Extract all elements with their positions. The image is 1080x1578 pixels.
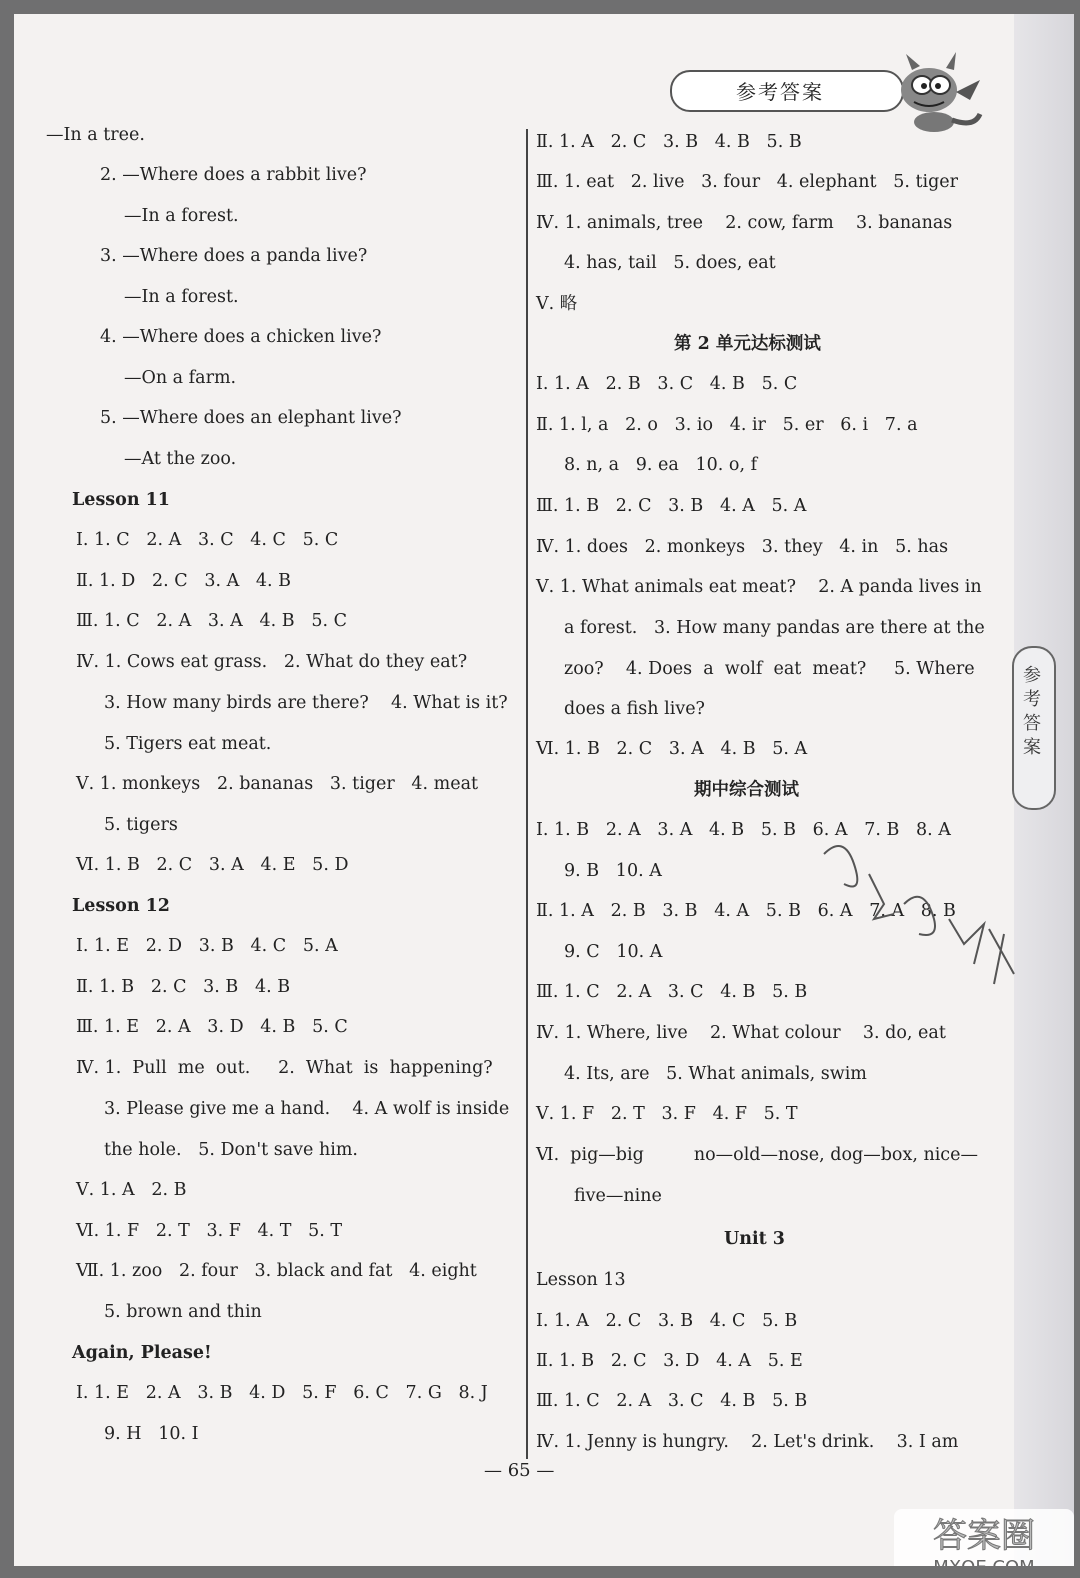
left_column-line: Ⅲ. 1. C 2. A 3. A 4. B 5. C	[76, 611, 347, 631]
left_column-line: Ⅰ. 1. E 2. D 3. B 4. C 5. A	[76, 936, 338, 956]
right_column-line: 8. n, a 9. ea 10. o, f	[564, 455, 758, 475]
left_column-line: 4. —Where does a chicken live?	[100, 327, 382, 347]
left_column-line: Ⅵ. 1. B 2. C 3. A 4. E 5. D	[76, 855, 349, 875]
right_column-line: Unit 3	[724, 1229, 785, 1249]
right_column-line: five—nine	[574, 1186, 662, 1206]
left_column-line: —On a farm.	[124, 368, 237, 388]
header-title: 参考答案	[736, 80, 824, 104]
handwritten-scribble	[814, 824, 1024, 994]
left_column-line: Again, Please!	[72, 1343, 212, 1363]
right_column-line: zoo? 4. Does a wolf eat meat? 5. Where	[564, 659, 975, 679]
left_column-line: Ⅰ. 1. C 2. A 3. C 4. C 5. C	[76, 530, 339, 550]
right_column-line: Ⅳ. 1. animals, tree 2. cow, farm 3. bananas	[536, 213, 953, 233]
left_column-line: Ⅳ. 1. Cows eat grass. 2. What do they eat?	[76, 652, 468, 672]
left_column-line: 5. Tigers eat meat.	[104, 734, 272, 754]
left_column-line: Ⅱ. 1. B 2. C 3. B 4. B	[76, 977, 291, 997]
left_column-line: Lesson 12	[72, 896, 170, 916]
right_column-line: Ⅰ. 1. A 2. C 3. B 4. C 5. B	[536, 1311, 798, 1331]
left_column-line: 3. Please give me a hand. 4. A wolf is inside	[104, 1099, 510, 1119]
right_column-line: Ⅴ. 1. F 2. T 3. F 4. F 5. T	[536, 1104, 798, 1124]
left_column-line: —At the zoo.	[124, 449, 237, 469]
left_column-line: 2. —Where does a rabbit live?	[100, 165, 367, 185]
left_column-line: 3. —Where does a panda live?	[100, 246, 368, 266]
left_column-line: 3. How many birds are there? 4. What is it?	[104, 693, 508, 713]
right_column-line: Ⅳ. 1. Where, live 2. What colour 3. do, eat	[536, 1023, 946, 1043]
right_column-line: Ⅲ. 1. eat 2. live 3. four 4. elephant 5. tiger	[536, 172, 959, 192]
right_column-line: Ⅳ. 1. Jenny is hungry. 2. Let's drink. 3. I am	[536, 1432, 959, 1452]
right_column-line: Ⅵ. pig—big no—old—nose, dog—box, nice—	[536, 1145, 978, 1165]
left_column-line: Lesson 11	[72, 490, 170, 510]
svg-text:MXQE.COM: MXQE.COM	[933, 1557, 1035, 1578]
right_column-line: Ⅴ. 略	[536, 294, 578, 314]
right_column-line: 第 2 单元达标测试	[674, 334, 821, 354]
right_column-line: Ⅱ. 1. A 2. C 3. B 4. B 5. B	[536, 132, 802, 152]
right_column-line: 期中综合测试	[694, 780, 799, 800]
right_column-line: 4. Its, are 5. What animals, swim	[564, 1064, 867, 1084]
left_column-line: 5. —Where does an elephant live?	[100, 408, 402, 428]
right_column-line: Ⅲ. 1. B 2. C 3. B 4. A 5. A	[536, 496, 807, 516]
right_column-line: Ⅱ. 1. l, a 2. o 3. io 4. ir 5. er 6. i 7. a	[536, 415, 918, 435]
left_column-line: Ⅲ. 1. E 2. A 3. D 4. B 5. C	[76, 1017, 348, 1037]
site-watermark-logo	[894, 1509, 1074, 1578]
right_column-line: does a fish live?	[564, 699, 705, 719]
side-tab-label: 参考答案	[1023, 665, 1041, 758]
right_column-line: Ⅲ. 1. C 2. A 3. C 4. B 5. B	[536, 982, 808, 1002]
left_column-line: the hole. 5. Don't save him.	[104, 1140, 358, 1160]
left_column-line: Ⅵ. 1. F 2. T 3. F 4. T 5. T	[76, 1221, 343, 1241]
right_column-line: Ⅳ. 1. does 2. monkeys 3. they 4. in 5. has	[536, 537, 949, 557]
left_column-line: 5. tigers	[104, 815, 178, 835]
left_column-line: Ⅶ. 1. zoo 2. four 3. black and fat 4. eight	[76, 1261, 477, 1281]
right_column-line: Ⅲ. 1. C 2. A 3. C 4. B 5. B	[536, 1391, 808, 1411]
right_column-line: Lesson 13	[536, 1270, 626, 1290]
right_column-line: a forest. 3. How many pandas are there at the	[564, 618, 985, 638]
left_column-line: Ⅴ. 1. monkeys 2. bananas 3. tiger 4. meat	[76, 774, 479, 794]
right_column-line: Ⅵ. 1. B 2. C 3. A 4. B 5. A	[536, 739, 808, 759]
left_column-line: Ⅰ. 1. E 2. A 3. B 4. D 5. F 6. C 7. G 8. J	[76, 1383, 488, 1403]
right_column-line: Ⅱ. 1. B 2. C 3. D 4. A 5. E	[536, 1351, 803, 1371]
left_column-line: 5. brown and thin	[104, 1302, 262, 1322]
right_column-line: 9. B 10. A	[564, 861, 662, 881]
left_column-line: —In a forest.	[124, 206, 239, 226]
right_column-line: Ⅱ. 1. A 2. B 3. B 4. A 5. B 6. A 7. A 8. B	[536, 901, 956, 921]
left_column-line: Ⅴ. 1. A 2. B	[76, 1180, 187, 1200]
workbook-page	[14, 14, 1074, 1578]
right_column-line: Ⅴ. 1. What animals eat meat? 2. A panda lives in	[536, 577, 982, 597]
left_column-line: —In a tree.	[46, 125, 145, 145]
right_column-line: 9. C 10. A	[564, 942, 663, 962]
right_column-line: Ⅰ. 1. A 2. B 3. C 4. B 5. C	[536, 374, 798, 394]
right_column-line: Ⅰ. 1. B 2. A 3. A 4. B 5. B 6. A 7. B 8. A	[536, 820, 951, 840]
left_column-line: Ⅳ. 1. Pull me out. 2. What is happening?	[76, 1058, 493, 1078]
left_column-line: —In a forest.	[124, 287, 239, 307]
page-number: — 65 —	[484, 1460, 555, 1481]
left_column-line: Ⅱ. 1. D 2. C 3. A 4. B	[76, 571, 292, 591]
svg-text:答案圈: 答案圈	[933, 1516, 1035, 1556]
column-divider	[526, 129, 528, 1459]
right_column-line: 4. has, tail 5. does, eat	[564, 253, 776, 273]
left_column-line: 9. H 10. I	[104, 1424, 199, 1444]
dragon-mascot-icon	[884, 40, 984, 140]
